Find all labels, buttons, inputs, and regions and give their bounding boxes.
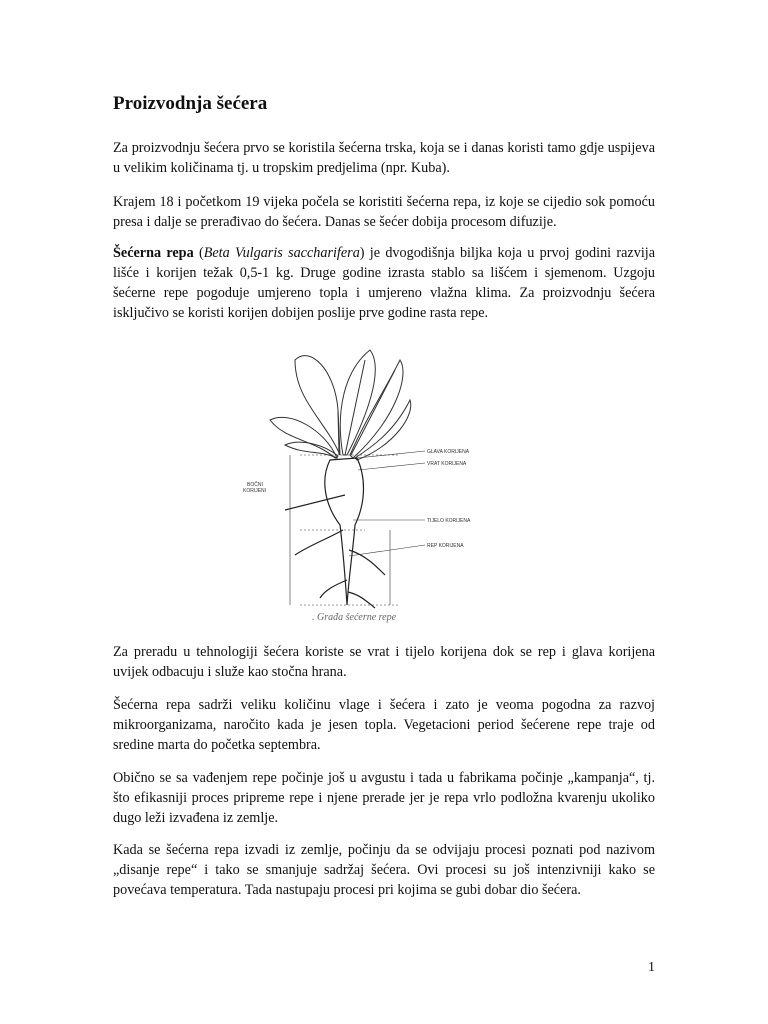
paragraph-history: Krajem 18 i početkom 19 vijeka počela se koristiti šećerna repa, iz koje se cijedio sok pomoću presa i dalje se prerađivao do šećera. Danas se šećer dobija procesom difuzije. bbox=[113, 194, 655, 230]
paragraph-harvest: Obično se sa vađenjem repe počinje još u avgustu i tada u fabrikama počinje „kampanja“, tj. što efikasniji proces pripreme repe i njene prerade jer je repa vrlo podložna kvarenju ukoliko dugo leži izvađena iz zemlje. bbox=[113, 770, 655, 826]
latin-name: Beta Vulgaris saccharifera bbox=[203, 245, 360, 261]
label-neck: VRAT KORIJENA bbox=[427, 461, 467, 467]
sugar-beet-illustration bbox=[225, 330, 490, 630]
paragraph-moisture: Šećerna repa sadrži veliku količinu vlage i šećera i zato je veoma pogodna za razvoj mikroorganizama, naročito kada je jesen topla. Vegetacioni period šećerene repe traje od sredine marta do početka septembra. bbox=[113, 697, 655, 753]
paragraph-respiration: Kada se šećerna repa izvadi iz zemlje, počinju da se odvijaju procesi poznati pod nazivom „disanje repe“ i tako se smanjuje sadržaj šećera. Ovi procesi su još intenzivniji kako se povećava temperatura. Tada nastupaju procesi pri kojima se gubi dobar dio šećera. bbox=[113, 842, 655, 898]
term-sugar-beet: Šećerna repa bbox=[113, 245, 194, 261]
paragraph-sugar-beet-rest: ) je dvogodišnja biljka koja u prvoj godini razvija lišće i korijen težak 0,5-1 kg. Druge godine izrasta stablo sa lišćem i sjemenom. Uzgoju šećerne repe pogoduje umjereno topla i umjereno vlažna klima. Za proizvodnju šećera isključivo se koristi korijen dobijen poslije prve godine rasta repe. bbox=[113, 245, 655, 321]
sugar-beet-diagram bbox=[225, 330, 490, 630]
label-lateral-1: BOČNI bbox=[247, 482, 263, 488]
label-lateral-2: KORIJENI bbox=[243, 488, 267, 494]
label-tail: REP KORIJENA bbox=[427, 543, 464, 549]
page-title: Proizvodnja šećera bbox=[113, 93, 268, 114]
label-head: GLAVA KORIJENA bbox=[427, 449, 470, 455]
paragraph-sugar-beet bbox=[113, 243, 655, 323]
leader-lines bbox=[290, 451, 425, 605]
figure-caption: . Građa šećerne repe bbox=[312, 612, 397, 623]
page-number: 1 bbox=[648, 960, 655, 975]
label-body: TIJELO KORIJENA bbox=[427, 518, 471, 524]
paren-open: ( bbox=[193, 245, 204, 261]
paragraph-intro: Za proizvodnju šećera prvo se koristila šećerna trska, koja se i danas koristi tamo gdje uspijeva u velikim količinama tj. u tropskim predjelima (npr. Kuba). bbox=[113, 140, 655, 176]
root bbox=[285, 458, 385, 608]
paragraph-processing: Za preradu u tehnologiji šećera koriste se vrat i tijelo korijena dok se rep i glava korijena uvijek odbacuju i služe kao stočna hrana. bbox=[113, 644, 655, 680]
leaves bbox=[270, 350, 411, 460]
